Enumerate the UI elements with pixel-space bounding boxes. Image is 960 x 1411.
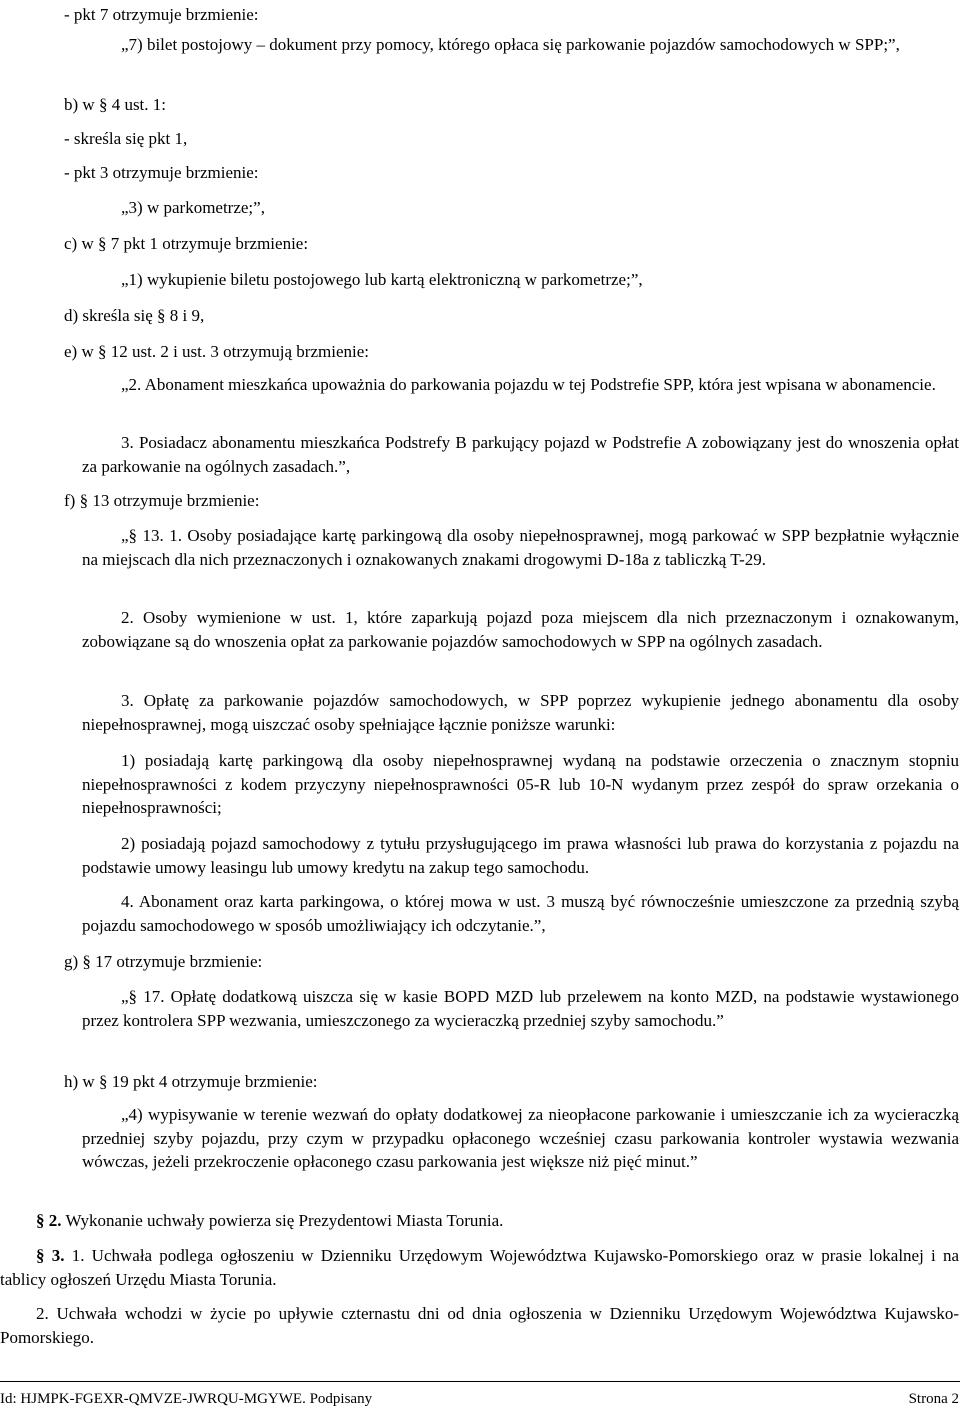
paragraph: „2. Abonament mieszkańca upoważnia do parkowania pojazdu w tej Podstrefie SPP, która jest wpisana w abonamencie. [121, 375, 936, 394]
text-line: c) w § 7 pkt 1 otrzymuje brzmienie: [64, 234, 309, 253]
paragraph: 3. Posiadacz abonamentu mieszkańca Podstrefy B parkujący pojazd w Podstrefie A zobowiązany jest do wnoszenia opłat za parkowanie na ogólnych zasadach.”, [82, 433, 959, 476]
text-line: „1) wykupienie biletu postojowego lub kartą elektroniczną w parkometrze;”, [121, 270, 643, 289]
paragraph: 3. Opłatę za parkowanie pojazdów samochodowych, w SPP poprzez wykupienie jednego abonamentu dla osoby niepełnosprawnej, mogą uiszczać osoby spełniające łącznie poniższe warunki: [82, 691, 959, 734]
paragraph: „7) bilet postojowy – dokument przy pomocy, którego opłaca się parkowanie pojazdów samochodowych w SPP;”, [121, 35, 900, 54]
text-line: b) w § 4 ust. 1: [64, 95, 166, 114]
text-line: - pkt 3 otrzymuje brzmienie: [64, 163, 259, 182]
footer-divider [0, 1381, 960, 1382]
text-line: f) § 13 otrzymuje brzmienie: [64, 491, 260, 510]
section-number: § 3. [36, 1246, 65, 1265]
text-line: „3) w parkometrze;”, [121, 198, 265, 217]
paragraph: 2. Uchwała wchodzi w życie po upływie czternastu dni od dnia ogłoszenia w Dzienniku Urzędowym Województwa Kujawsko-Pomorskiego. [0, 1304, 959, 1347]
paragraph: 2) posiadają pojazd samochodowy z tytułu przysługującego im prawa własności lub prawa do korzystania z pojazdu na podstawie umowy leasingu lub umowy kredytu na zakup tego samochodu. [82, 834, 959, 877]
paragraph: „4) wypisywanie w terenie wezwań do opłaty dodatkowej za nieopłacone parkowanie i umieszczanie ich za wycieraczką przedniej szyby pojazdu, przy czym w przypadku opłaconego wcześniej czasu parkowania kontroler wystawia wezwania wówczas, jeżeli przekroczenie opłaconego czasu parkowania jest większe niż pięć minut.” [82, 1105, 959, 1171]
text-line: d) skreśla się § 8 i 9, [64, 306, 205, 325]
paragraph: 4. Abonament oraz karta parkingowa, o której mowa w ust. 3 muszą być równocześnie umieszczone za przednią szybą pojazdu samochodowego w sposób umożliwiający ich odczytanie.”, [82, 892, 959, 935]
text-line: e) w § 12 ust. 2 i ust. 3 otrzymują brzmienie: [64, 342, 369, 361]
page-number: Strona 2 [908, 1391, 959, 1407]
section-text: 1. Uchwała podlega ogłoszeniu w Dzienniku Urzędowym Województwa Kujawsko-Pomorskiego oraz w prasie lokalnej i na tablicy ogłoszeń Urzędu Miasta Torunia. [0, 1246, 960, 1289]
text-line: h) w § 19 pkt 4 otrzymuje brzmienie: [64, 1072, 318, 1091]
text-line: - pkt 7 otrzymuje brzmienie: [64, 5, 259, 24]
document-id: Id: HJMPK-FGEXR-QMVZE-JWRQU-MGYWE. Podpisany [0, 1391, 373, 1407]
text-line: g) § 17 otrzymuje brzmienie: [64, 952, 263, 971]
section-number: § 2. [36, 1211, 62, 1230]
paragraph: 2. Osoby wymienione w ust. 1, które zaparkują pojazd poza miejscem dla nich przeznaczonym i oznakowanym, zobowiązane są do wnoszenia opłat za parkowanie pojazdów samochodowych w SPP na ogólnych zasadach. [82, 608, 959, 651]
paragraph: 1) posiadają kartę parkingową dla osoby niepełnosprawnej wydaną na podstawie orzeczenia o znacznym stopniu niepełnosprawności z kodem przyczyny niepełnosprawności 05-R lub 10-N wydanym przez zespół do spraw orzekania o niepełnosprawności; [82, 751, 959, 817]
text-line: - skreśla się pkt 1, [64, 129, 188, 148]
section-3 [0, 1244, 959, 1291]
section-text: Wykonanie uchwały powierza się Prezydentowi Miasta Torunia. [61, 1211, 504, 1230]
paragraph: „§ 17. Opłatę dodatkową uiszcza się w kasie BOPD MZD lub przelewem na konto MZD, na podstawie wystawionego przez kontrolera SPP wezwania, umieszczonego za wycieraczką przedniej szyby samochodu.” [82, 987, 959, 1030]
paragraph: „§ 13. 1. Osoby posiadające kartę parkingową dla osoby niepełnosprawnej, mogą parkować w SPP bezpłatnie wyłącznie na miejscach dla nich przeznaczonych i oznakowanych znakami drogowymi D-18a z tabliczką T-29. [82, 526, 959, 569]
section-2 [36, 1209, 503, 1232]
